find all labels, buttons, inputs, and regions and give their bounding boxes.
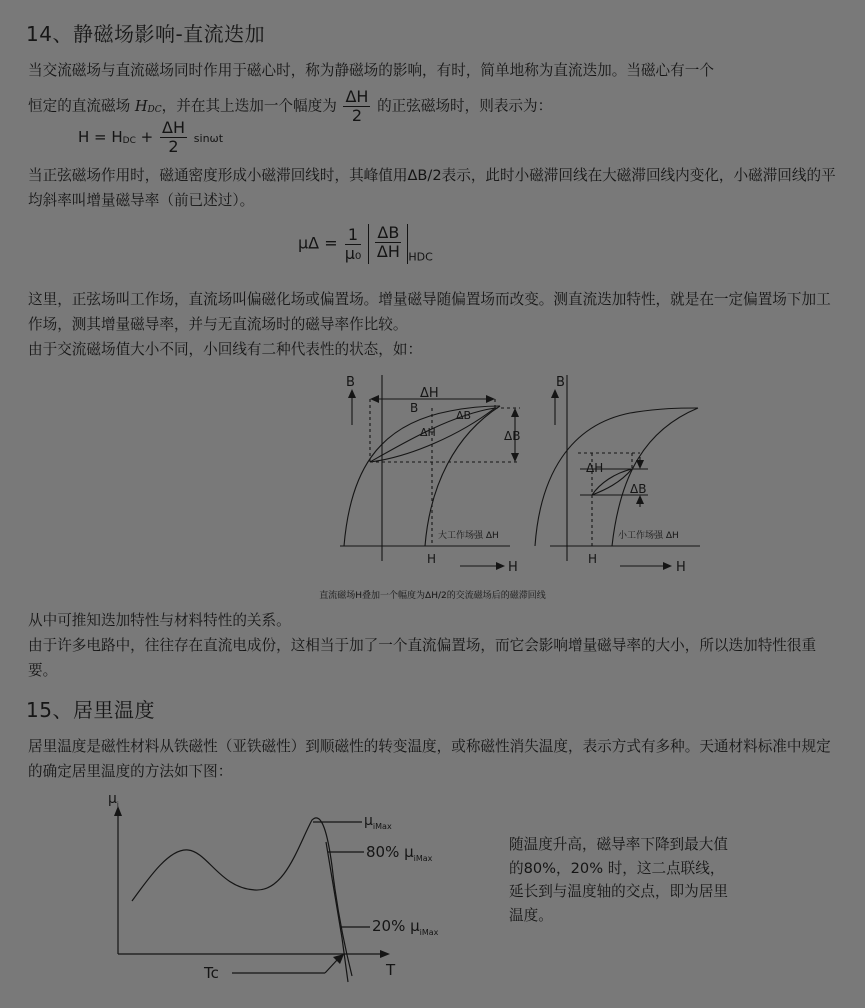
s14-para1-mid: ，并在其上迭加一个幅度为	[161, 97, 337, 115]
s15-para1: 居里温度是磁性材料从铁磁性（亚铁磁性）到顺磁性的转变温度，或称磁性消失温度，表示方式有多种。天通材料标准中规定的确定居里温度的方法如下图：	[28, 738, 831, 780]
p20-label: 20% $\mu_{iMax}$	[372, 917, 439, 937]
section-14-title: 14、静磁场影响-直流迭加	[26, 22, 266, 46]
x-axis-label: T	[386, 961, 396, 979]
s14-para2: 当正弦磁场作用时，磁通密度形成小磁滞回线时，其峰值用ΔB/2表示，此时小磁滞回线在大磁滞回线内变化，小磁滞回线的平均斜率叫增量磁导率（前已述过）。	[28, 167, 836, 209]
left-caption-large-field: 大工作场强 ΔH	[438, 531, 499, 541]
right-db-label: ΔB	[630, 482, 647, 496]
s14-para1-line1: 当交流磁场与直流磁场同时作用于磁心时，称为静磁场的影响，有时，简单地称为直流迭加。当磁心有一个	[28, 62, 714, 79]
permeability-curve	[132, 818, 352, 976]
s14-para5: 从中可推知迭加特性与材料特性的关系。	[28, 612, 291, 629]
right-b-label: B	[556, 375, 565, 390]
hdc-symbol: HDC	[134, 97, 162, 115]
left-b-label: B	[346, 375, 355, 390]
s14-para1-post: 的正弦磁场时，则表示为：	[377, 97, 553, 115]
left-h-axis-label: H	[508, 560, 518, 575]
left-dh-small-label: ΔH	[420, 426, 436, 439]
s14-para1-pre: 恒定的直流磁场	[28, 97, 131, 115]
left-db-right-label: ΔB	[504, 429, 521, 443]
left-b-small-label: B	[410, 401, 419, 415]
right-caption-small-field: 小工作场强 ΔH	[618, 531, 679, 541]
right-major-loop-lower	[612, 408, 698, 546]
hysteresis-figure-caption: 直流磁场H叠加一个幅度为ΔH/2的交流磁场后的磁滞回线	[319, 591, 546, 601]
right-h-bar-label: H	[588, 552, 598, 566]
s14-para3: 这里，正弦场叫工作场，直流场叫偏磁化场或偏置场。增量磁导随偏置场而改变。测直流迭加特性，就是在一定偏置场下加工作场，测其增量磁导率，并与无直流场时的磁导率作比较。	[28, 291, 831, 333]
left-dh-top-label: ΔH	[420, 386, 439, 401]
right-h-axis-label: H	[676, 560, 686, 575]
left-db-small-label: ΔB	[456, 409, 472, 422]
s14-para6: 由于许多电路中，往往存在直流电成份，这相当于加了一个直流偏置场，而它会影响增量磁导率的大小，所以迭加特性很重要。	[28, 637, 817, 679]
tc-label: Tc	[204, 964, 219, 982]
s14-para4: 由于交流磁场值大小不同，小回线有二种代表性的状态，如：	[28, 341, 423, 358]
bracket: $\frac{\Delta B}{\Delta H}$	[368, 224, 408, 264]
right-major-loop-upper	[535, 408, 698, 546]
max-label: $\mu_{iMax}$	[364, 813, 392, 831]
p80-label: 80% $\mu_{iMax}$	[366, 843, 433, 863]
formula-h-dc-superposition: H = HDC + $\frac{\Delta H}{2}$ sinωt	[78, 118, 224, 156]
formula-incremental-permeability: μΔ = $\frac{1}{\text{μ₀}}$ $\frac{\Delta B}{\Delta H}$ $_{HDC}$	[298, 223, 433, 264]
left-h-bar-label: H	[427, 552, 437, 566]
fraction-dh-over-2: $\frac{\Delta H}{2}$	[345, 87, 369, 125]
y-axis-label: $\mu_i$	[108, 791, 119, 809]
section-15-title: 15、居里温度	[26, 698, 155, 722]
hysteresis-loop-figure	[330, 365, 710, 590]
right-dh-label: ΔH	[586, 461, 604, 475]
curie-side-note: 随温度升高，磁导率下降到最大值的80%，20% 时，这二点联线，延长到与温度轴的交点，即为居里温度。	[509, 836, 728, 924]
curie-temperature-figure	[100, 786, 480, 986]
